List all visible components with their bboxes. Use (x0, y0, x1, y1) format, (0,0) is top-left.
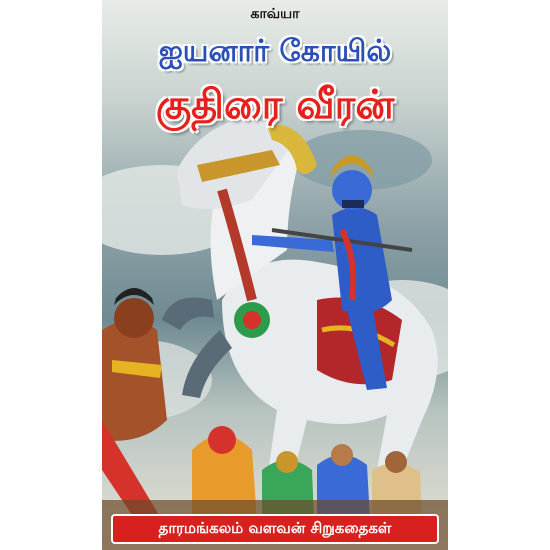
title-line-2: குதிரை வீரன் (155, 82, 395, 128)
subtitle-text: தாரமங்கலம் வளவன் சிறுகதைகள் (158, 519, 392, 537)
publisher-name: காவ்யா (250, 6, 300, 22)
title-line-1: ஐயனார் கோயில் (158, 34, 392, 69)
guardian-figure (102, 288, 167, 530)
book-cover (102, 0, 448, 550)
subtitle-banner (111, 514, 439, 544)
